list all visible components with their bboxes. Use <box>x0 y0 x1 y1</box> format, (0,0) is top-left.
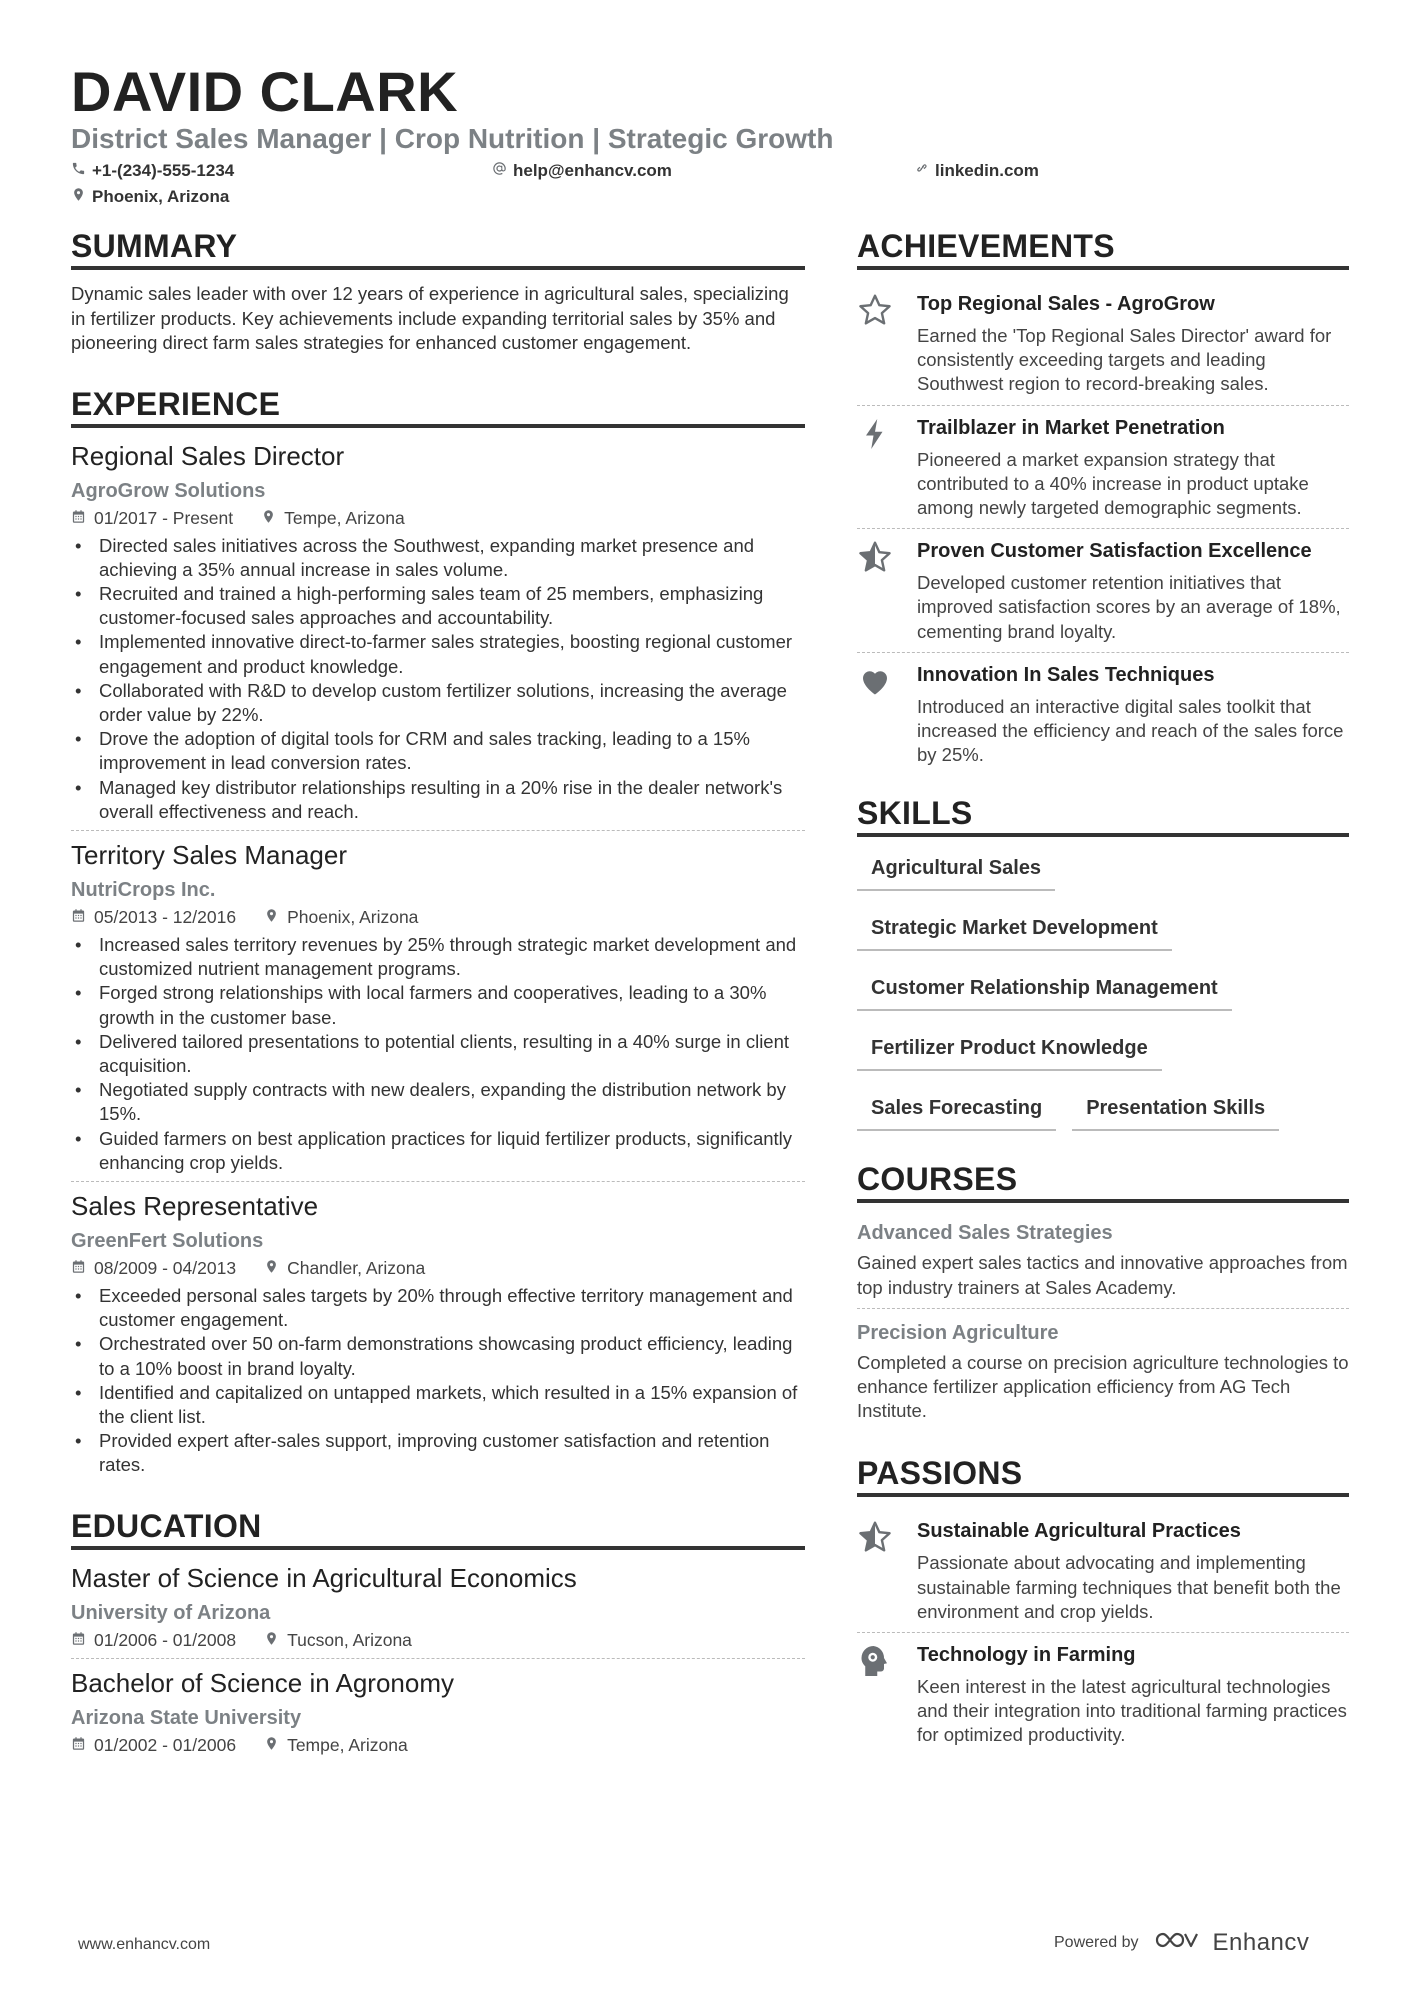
job-bullet: • Guided farmers on best application practices for liquid fertilizer products, significantly enhancing crop yields. <box>71 1127 805 1175</box>
link-icon <box>914 160 929 182</box>
job-bullet: • Managed key distributor relationships resulting in a 20% rise in the dealer network's overall effectiveness and reach. <box>71 776 805 824</box>
star-half-icon <box>857 539 893 644</box>
passion-title: Sustainable Agricultural Practices <box>917 1520 1241 1543</box>
contact-linkedin[interactable] <box>914 160 1039 182</box>
course-title: Precision Agriculture <box>857 1321 1059 1344</box>
passions-heading: PASSIONS <box>857 1453 1349 1497</box>
right-column <box>857 226 1349 1756</box>
course-item <box>857 1315 1349 1432</box>
candidate-name: DAVID CLARK <box>71 60 459 123</box>
degree-title: Bachelor of Science in Agronomy <box>71 1667 454 1698</box>
achievement-desc: Pioneered a market expansion strategy that contributed to a 40% increase in product uptake among newly targeted demographic segments. <box>917 448 1309 519</box>
education-dates: 01/2002 - 01/2006 <box>94 1734 237 1755</box>
left-column <box>71 226 805 1771</box>
education-heading: EDUCATION <box>71 1506 805 1550</box>
achievements-heading: ACHIEVEMENTS <box>857 226 1349 270</box>
location-text: Phoenix, Arizona <box>92 187 230 206</box>
achievement-desc: Earned the 'Top Regional Sales Director' award for consistently exceeding targets and leading Southwest region to record-breaking sales. <box>917 325 1332 395</box>
course-desc: Gained expert sales tactics and innovative approaches from top industry trainers at Sales Academy. <box>857 1252 1348 1298</box>
job-dates: 08/2009 - 04/2013 <box>94 1257 237 1278</box>
location-pin-icon <box>71 186 86 208</box>
job-bullet: • Recruited and trained a high-performing sales team of 25 members, emphasizing customer-focused sales approaches and accountability. <box>71 582 805 630</box>
lightning-icon <box>857 416 893 521</box>
job-title: Sales Representative <box>71 1190 319 1221</box>
achievement-title: Trailblazer in Market Penetration <box>917 416 1225 439</box>
skill-tag: Presentation Skills <box>1072 1089 1279 1131</box>
powered-by-text: Powered by <box>1054 1933 1139 1951</box>
achievement-desc: Introduced an interactive digital sales toolkit that increased the efficiency and reach of the sales force by 25%. <box>917 695 1344 766</box>
skill-tag: Strategic Market Development <box>857 909 1172 951</box>
job-bullet: • Implemented innovative direct-to-farmer sales strategies, boosting regional customer engagement and product knowledge. <box>71 630 805 678</box>
course-desc: Completed a course on precision agriculture technologies to enhance fertilizer application efficiency from AG Tech Institute. <box>857 1351 1349 1422</box>
summary-heading: SUMMARY <box>71 226 805 270</box>
experience-heading: EXPERIENCE <box>71 384 805 428</box>
heart-icon <box>857 663 893 768</box>
course-title: Advanced Sales Strategies <box>857 1222 1113 1245</box>
job-title: Territory Sales Manager <box>71 839 347 870</box>
phone-text: +1-(234)-555-1234 <box>92 161 235 180</box>
skill-tag: Agricultural Sales <box>857 849 1055 891</box>
job-location: Tempe, Arizona <box>284 507 405 528</box>
calendar-icon <box>71 1628 86 1652</box>
experience-entry <box>71 839 805 1182</box>
achievement-item <box>857 653 1349 776</box>
job-title: Regional Sales Director <box>71 440 345 471</box>
achievement-title: Innovation In Sales Techniques <box>917 663 1215 686</box>
job-bullet: • Identified and capitalized on untapped markets, which resulted in a 15% expansion of the client list. <box>71 1381 805 1429</box>
achievement-title: Top Regional Sales - AgroGrow <box>917 293 1215 315</box>
skills-heading: SKILLS <box>857 793 1349 837</box>
passion-title: Technology in Farming <box>917 1644 1136 1667</box>
job-company: AgroGrow Solutions <box>71 479 266 502</box>
job-bullet: • Orchestrated over 50 on-farm demonstrations showcasing product efficiency, leading to a 10% boost in brand loyalty. <box>71 1332 805 1380</box>
candidate-tagline: District Sales Manager | Crop Nutrition | Strategic Growth <box>71 123 834 154</box>
job-bullet: • Exceeded personal sales targets by 20% through effective territory management and customer engagement. <box>71 1284 805 1332</box>
contact-location <box>71 186 229 208</box>
footer-branding[interactable] <box>1054 1928 1309 1957</box>
achievement-item <box>857 282 1349 406</box>
calendar-icon <box>71 506 86 530</box>
achievement-item <box>857 406 1349 530</box>
calendar-icon <box>71 1733 86 1757</box>
achievement-item <box>857 529 1349 653</box>
job-bullet: • Forged strong relationships with local farmers and cooperatives, leading to a 30% growth in the customer base. <box>71 981 805 1029</box>
experience-entry <box>71 440 805 831</box>
phone-icon <box>71 160 86 182</box>
passion-desc: Keen interest in the latest agricultural technologies and their integration into traditional farming practices for optimized productivity. <box>917 1676 1347 1746</box>
job-bullet: • Drove the adoption of digital tools for CRM and sales tracking, leading to a 15% improvement in lead conversion rates. <box>71 727 805 775</box>
education-location: Tucson, Arizona <box>287 1629 412 1650</box>
job-bullet: • Increased sales territory revenues by 25% through strategic market development and customized nutrient management programs. <box>71 933 805 981</box>
job-bullet: • Directed sales initiatives across the Southwest, expanding market presence and achieving a 35% annual increase in sales volume. <box>71 534 805 582</box>
job-bullet: • Collaborated with R&D to develop custom fertilizer solutions, increasing the average order value by 22%. <box>71 679 805 727</box>
skill-tag: Customer Relationship Management <box>857 969 1232 1011</box>
job-dates: 05/2013 - 12/2016 <box>94 906 237 927</box>
star-outline-icon <box>857 292 893 397</box>
job-bullet: • Delivered tailored presentations to potential clients, resulting in a 40% surge in client acquisition. <box>71 1030 805 1078</box>
education-dates: 01/2006 - 01/2008 <box>94 1629 237 1650</box>
passion-item <box>857 1633 1349 1756</box>
location-pin-icon <box>264 1733 279 1757</box>
achievement-title: Proven Customer Satisfaction Excellence <box>917 540 1312 563</box>
contact-phone[interactable] <box>71 160 234 182</box>
footer-website[interactable]: www.enhancv.com <box>78 1936 211 1953</box>
job-location: Phoenix, Arizona <box>287 906 419 927</box>
job-bullet: • Provided expert after-sales support, improving customer satisfaction and retention rates. <box>71 1429 805 1477</box>
job-dates: 01/2017 - Present <box>94 507 234 528</box>
school-name: University of Arizona <box>71 1601 271 1624</box>
summary-text: Dynamic sales leader with over 12 years of experience in agricultural sales, specializing in fertilizer products. Key achievements include expanding territorial sales by 35% and pioneering direct farm sales strategies for enhanced customer engagement. <box>71 283 789 353</box>
course-item <box>857 1215 1349 1308</box>
location-pin-icon <box>264 1628 279 1652</box>
school-name: Arizona State University <box>71 1706 302 1729</box>
education-entry <box>71 1562 805 1659</box>
skill-tag: Sales Forecasting <box>857 1089 1056 1131</box>
job-location: Chandler, Arizona <box>287 1257 426 1278</box>
education-entry <box>71 1667 805 1763</box>
passion-desc: Passionate about advocating and implementing sustainable farming techniques that benefit both the environment and crop yields. <box>917 1552 1341 1622</box>
email-text: help@enhancv.com <box>513 161 672 180</box>
education-location: Tempe, Arizona <box>287 1734 408 1755</box>
job-company: GreenFert Solutions <box>71 1229 264 1252</box>
star-half-icon <box>857 1519 893 1624</box>
brain-head-icon <box>857 1643 893 1748</box>
skill-tag: Fertilizer Product Knowledge <box>857 1029 1162 1071</box>
experience-entry <box>71 1190 805 1484</box>
passion-item <box>857 1509 1349 1633</box>
enhancv-logo-icon <box>1153 1928 1199 1957</box>
degree-title: Master of Science in Agricultural Economics <box>71 1562 577 1593</box>
at-icon <box>492 160 507 182</box>
calendar-icon <box>71 1256 86 1280</box>
achievement-desc: Developed customer retention initiatives that improved satisfaction scores by an average of 18%, cementing brand loyalty. <box>917 572 1341 642</box>
brand-name: Enhancv <box>1212 1928 1310 1956</box>
skills-list <box>857 849 1349 1131</box>
job-bullet: • Negotiated supply contracts with new dealers, expanding the distribution network by 15%. <box>71 1078 805 1126</box>
location-pin-icon <box>264 1256 279 1280</box>
contact-email[interactable] <box>492 160 672 182</box>
job-company: NutriCrops Inc. <box>71 878 216 901</box>
location-pin-icon <box>261 506 276 530</box>
location-pin-icon <box>264 905 279 929</box>
linkedin-text: linkedin.com <box>935 161 1039 180</box>
courses-heading: COURSES <box>857 1159 1349 1203</box>
calendar-icon <box>71 905 86 929</box>
